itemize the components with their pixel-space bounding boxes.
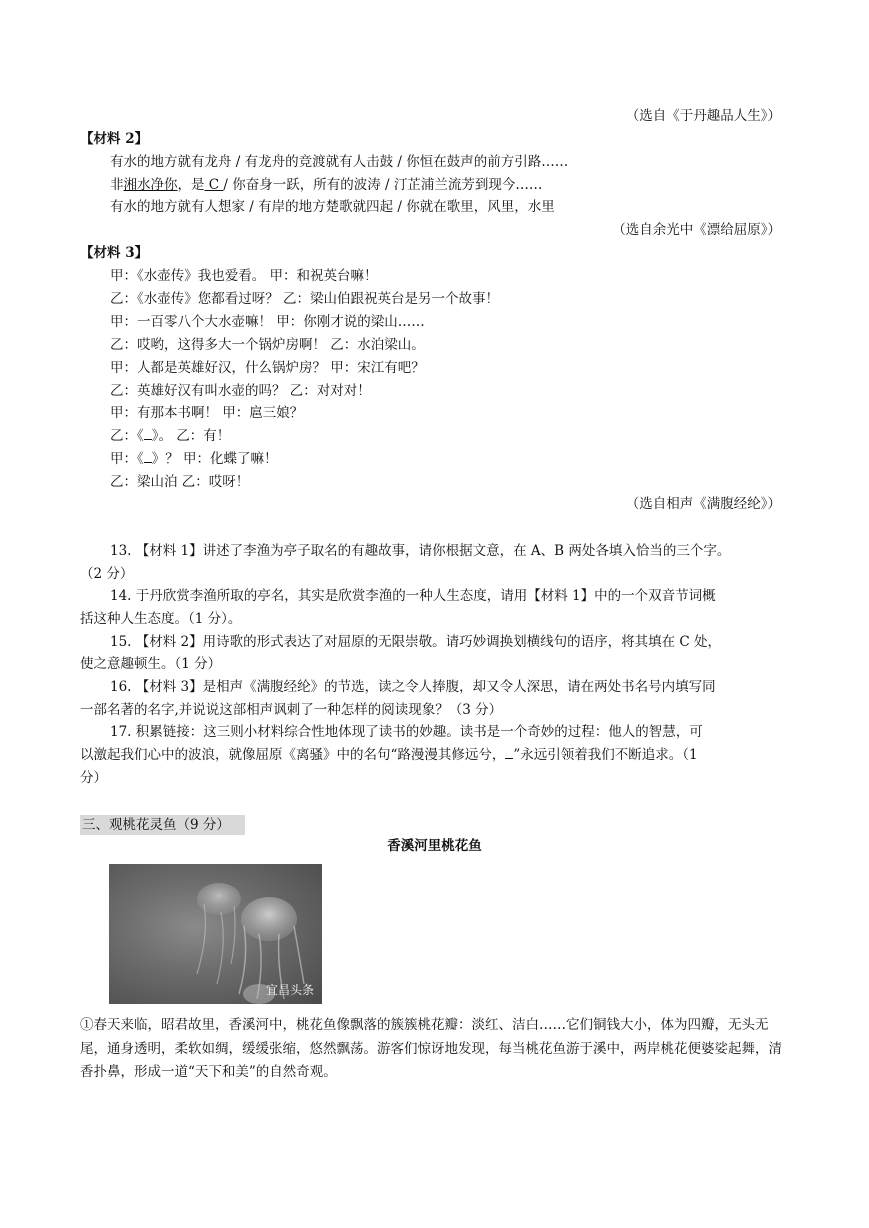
material2-line-3: 有水的地方就有人想家 / 有岸的地方楚歌就四起 / 你就在歌里，风里，水里 bbox=[110, 199, 555, 215]
dialogue-line: 乙：哎哟，这得多大一个锅炉房啊！ 乙：水泊梁山。 bbox=[110, 337, 425, 353]
question-14: 14. 于丹欣赏李渔所取的亭名，其实是欣赏李渔的一种人生态度，请用【材料 1】中的一个双音节词概 bbox=[110, 588, 716, 604]
question-14-cont: 括这种人生态度。（1 分）。 bbox=[80, 611, 242, 627]
section-3-header: 三、观桃花灵鱼（9 分） bbox=[80, 815, 245, 835]
article-title: 香溪河里桃花鱼 bbox=[387, 838, 482, 854]
question-17: 17. 积累链接：这三则小材料综合性地体现了读书的妙趣。读书是一个奇妙的过程：他人的智慧，可 bbox=[110, 724, 703, 740]
material3-source: （选自相声《满腹经纶》） bbox=[625, 496, 781, 512]
question-17-end: 分） bbox=[80, 770, 107, 786]
material2-line-1: 有水的地方就有龙舟 / 有龙舟的竞渡就有人击鼓 / 你恒在鼓声的前方引路…… bbox=[110, 154, 569, 170]
q17-suffix: ”永远引领着我们不断追求。（1 bbox=[513, 747, 698, 763]
line2-post: / 你奋身一跃，所有的波涛 / 汀芷浦兰流芳到现今…… bbox=[223, 177, 543, 193]
jellyfish-photo bbox=[109, 864, 322, 1004]
underlined-phrase: 湘水净你 bbox=[123, 177, 178, 193]
line8-suffix: 》。 乙：有！ bbox=[151, 428, 231, 444]
book-title-blank-2[interactable] bbox=[144, 462, 152, 463]
dialogue-line: 甲：《水壶传》我也爱看。 甲：和祝英台嘛！ bbox=[110, 268, 378, 284]
line2-mid: ，是 bbox=[177, 177, 205, 193]
dialogue-line: 乙：梁山泊 乙：哎呀！ bbox=[110, 474, 250, 490]
question-15: 15. 【材料 2】用诗歌的形式表达了对屈原的无限崇敬。请巧妙调换划横线句的语序，将其填在 C 处， bbox=[110, 634, 722, 650]
dialogue-line bbox=[110, 449, 278, 469]
question-16-cont: 一部名著的名字,并说说这部相声讽刺了一种怎样的阅读现象？（3 分） bbox=[80, 702, 503, 718]
dialogue-line: 甲：一百零八个大水壶嘛！ 甲：你刚才说的梁山…… bbox=[110, 314, 425, 330]
line2-pre: 非 bbox=[110, 177, 124, 193]
question-16: 16. 【材料 3】是相声《满腹经纶》的节选，读之令人捧腹，却又令人深思，请在两处书名号内填写同 bbox=[110, 679, 716, 695]
question-17-cont bbox=[80, 745, 698, 765]
material2-source: （选自余光中《漂给屈原》） bbox=[612, 222, 781, 238]
line9-suffix: 》？ 甲：化蝶了嘛！ bbox=[151, 451, 278, 467]
dialogue-line: 乙：《水壶传》您都看过呀？ 乙：梁山伯跟祝英台是另一个故事！ bbox=[110, 291, 500, 307]
question-13: 13. 【材料 1】讲述了李渔为亭子取名的有趣故事，请你根据文意，在 A、B 两处各填入恰当的三个字。 bbox=[110, 543, 731, 559]
material1-source: （选自《于丹趣品人生》） bbox=[625, 108, 781, 124]
question-13-score: （2 分） bbox=[80, 566, 134, 582]
material2-line-2 bbox=[110, 175, 542, 195]
line9-prefix: 甲：《 bbox=[110, 451, 144, 467]
line8-prefix: 乙：《 bbox=[110, 428, 144, 444]
material3-heading: 【材料 3】 bbox=[80, 245, 149, 261]
book-title-blank-1[interactable] bbox=[144, 439, 152, 440]
dialogue-line: 甲：人都是英雄好汉，什么锅炉房？ 甲：宋江有吧？ bbox=[110, 360, 425, 376]
photo-watermark: 宜昌头条 bbox=[265, 983, 314, 997]
material2-heading: 【材料 2】 bbox=[80, 131, 149, 147]
dialogue-line: 甲：有那本书啊！ 甲：扈三娘？ bbox=[110, 405, 304, 421]
dialogue-line: 乙：英雄好汉有叫水壶的吗？ 乙：对对对！ bbox=[110, 383, 371, 399]
paragraph-1: ①春天来临，昭君故里，香溪河中，桃花鱼像飘落的簇簇桃花瓣：淡红、洁白……它们铜钱大小，体为四瓣，无头无尾，通身透明，柔软如绸，缓缓张缩，悠然飘荡。游客们惊讶地发现，每当桃花鱼游于溪中，两岸桃花便婆娑起舞，清香扑鼻，形成一道“天下和美”的自然奇观。 bbox=[80, 1017, 782, 1080]
dialogue-line bbox=[110, 426, 230, 446]
q17-prefix: 以激起我们心中的波浪，就像屈原《离骚》中的名句“路漫漫其修远兮， bbox=[80, 747, 506, 763]
blank-c[interactable]: C bbox=[204, 177, 224, 193]
question-15-cont: 使之意趣顿生。（1 分） bbox=[80, 656, 222, 672]
